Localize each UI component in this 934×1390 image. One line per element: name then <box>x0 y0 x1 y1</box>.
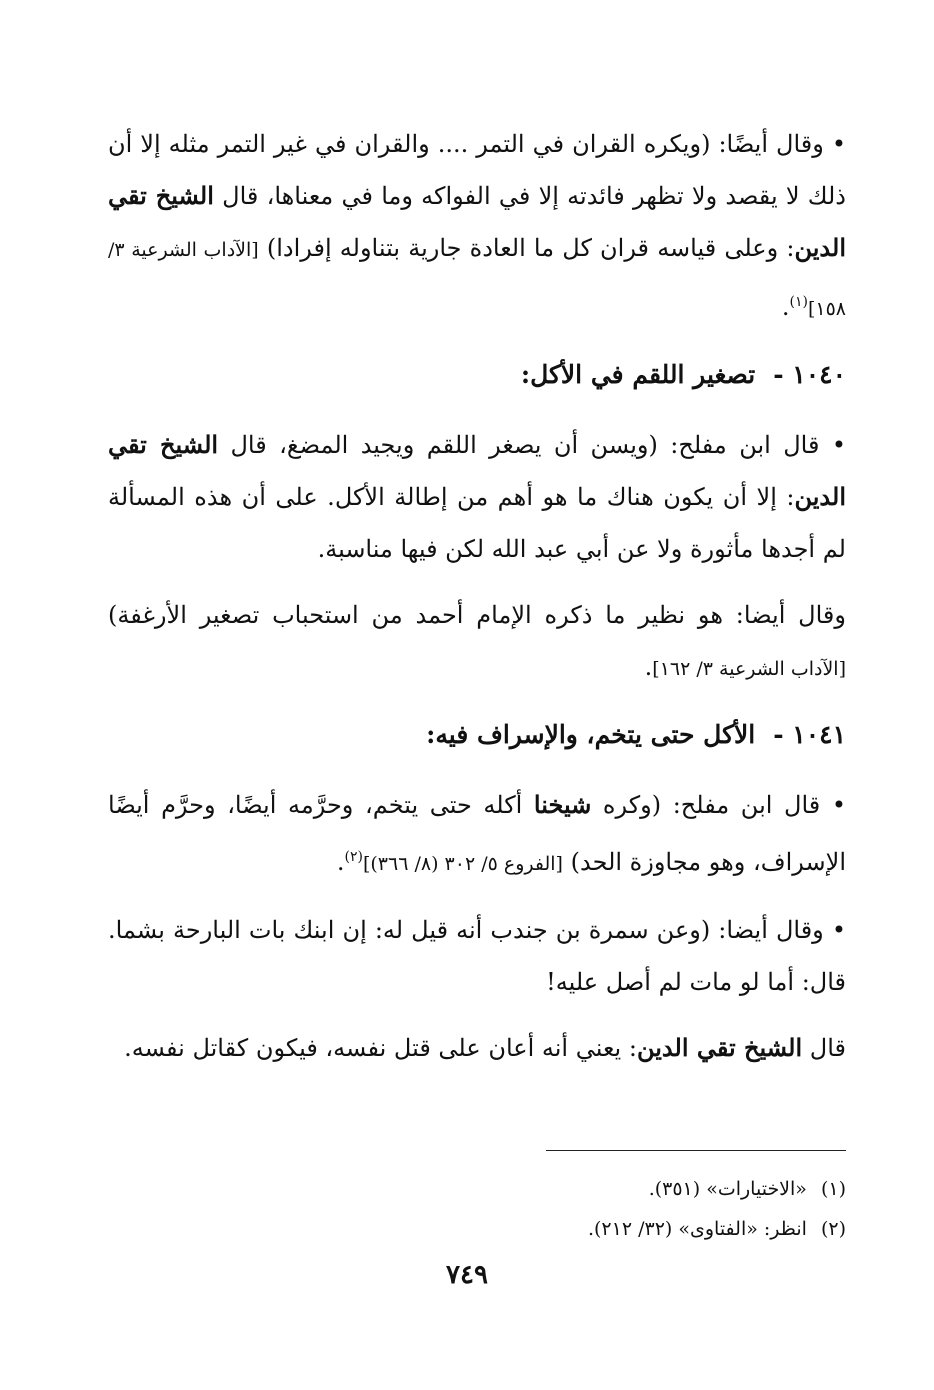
text-segment: • وقال أيضًا: (ويكره القران في التمر .... والقران في غير التمر مثله إلا أن ذلك لا يقصد ولا تظهر فائدته إلا في الفواكه وما في معناها، قال <box>108 130 846 210</box>
text-segment: • وقال أيضا: (وعن سمرة بن جندب أنه قيل له: إن ابنك بات البارحة بشما. قال: أما لو مات لم أصل عليه! <box>108 916 846 996</box>
footnote-number: (٢) <box>820 1218 846 1240</box>
text-segment: : وعلى قياسه قران كل ما العادة جارية بتناوله إفرادا) <box>266 234 795 262</box>
section-number: ١٠٤٠ - <box>773 360 846 389</box>
bold-name: شيخنا <box>533 790 592 819</box>
page-number: ٧٤٩ <box>446 1260 488 1290</box>
footnote-ref: (١) <box>789 294 808 310</box>
text-segment: . <box>644 653 653 681</box>
text-segment: : يعني أنه أعان على قتل نفسه، فيكون كقاتل نفسه. <box>124 1034 637 1062</box>
section-heading-1041 <box>108 709 846 761</box>
paragraph-qiran <box>108 118 846 335</box>
paragraph-ibn-muflih-luqam <box>108 419 846 575</box>
text-segment: . <box>336 848 345 876</box>
bold-name: الشيخ تقي الدين <box>108 430 846 511</box>
text-segment: قال <box>802 1034 846 1062</box>
section-title: الأكل حتى يتخم، والإسراف فيه: <box>426 720 756 749</box>
text-segment: وقال أيضا: هو نظير ما ذكره الإمام أحمد من استحباب تصغير الأرغفة) <box>108 601 846 629</box>
paragraph-tukhma <box>108 779 846 890</box>
footnote-2 <box>102 1209 846 1249</box>
section-number: ١٠٤١ - <box>773 720 846 749</box>
citation: [الفروع ٥/ ٣٠٢ (٨/ ٣٦٦)] <box>362 853 563 875</box>
page-body <box>108 118 846 1088</box>
footnote-number: (١) <box>820 1178 846 1200</box>
text-segment: . <box>781 293 790 321</box>
text-segment: أكله حتى يتخم، وحرَّمه أيضًا، وحرَّم أيضًا الإسراف، وهو مجاوزة الحد) <box>108 791 846 876</box>
bold-name: الشيخ تقي الدين <box>636 1033 803 1062</box>
section-heading-1040 <box>108 349 846 401</box>
text-segment: • قال ابن مفلح: (ويسن أن يصغر اللقم ويجيد المضغ، قال <box>218 431 846 459</box>
footnote-divider <box>546 1150 846 1151</box>
footnote-1 <box>102 1169 846 1209</box>
footnote-text: انظر: «الفتاوى» (٣٢/ ٢١٢). <box>587 1218 807 1240</box>
paragraph-arghifa <box>108 589 846 695</box>
text-segment: : إلا أن يكون هناك ما هو أهم من إطالة الأكل. على أن هذه المسألة لم أجدها مأثورة ولا عن أبي عبد الله لكن فيها مناسبة. <box>108 483 846 563</box>
citation: [الآداب الشرعية ٣/ ١٥٨] <box>108 239 846 320</box>
bold-name: الشيخ تقي الدين <box>108 181 846 262</box>
footnotes <box>102 1150 846 1249</box>
text-segment: • قال ابن مفلح: (وكره <box>591 791 846 819</box>
section-title: تصغير اللقم في الأكل: <box>520 360 756 389</box>
paragraph-qatil-nafsih <box>108 1022 846 1074</box>
citation: [الآداب الشرعية ٣/ ١٦٢] <box>652 658 846 680</box>
footnote-ref: (٢) <box>344 849 363 865</box>
paragraph-samura <box>108 904 846 1008</box>
footnote-text: «الاختيارات» (٣٥١). <box>648 1178 807 1200</box>
